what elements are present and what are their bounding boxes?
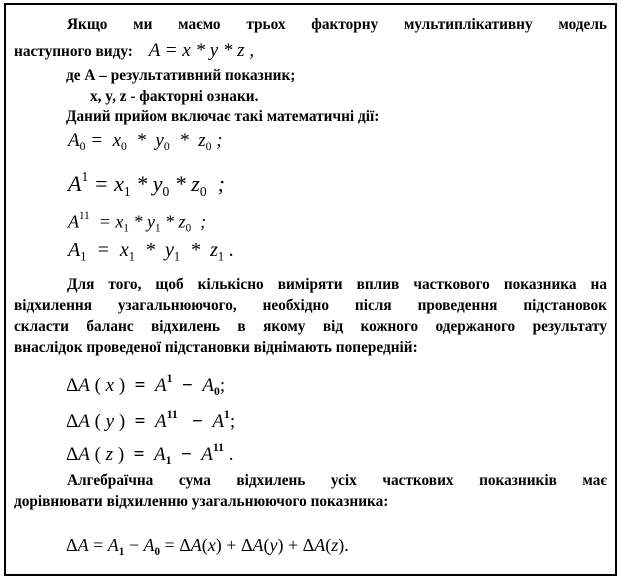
step-equation-4: $A_1 = x_1 * y_1 * z_1$ . (68, 239, 235, 264)
intro-line-1: Якщо ми маємо трьох факторну мультиплікативну модель (67, 16, 607, 33)
intro-line-2-text: наступного виду: (14, 43, 133, 60)
intro-line-5: Даний прийом включає такі математичні дії: (66, 108, 380, 125)
intro-line-3: де А – результативний показник; (66, 67, 296, 84)
deviation-x: ΔA ( x ) = $A^1 - A_0$; (66, 372, 226, 398)
paragraph2-line-2: відхилення узагальнюючого, необхідно після проведення підстановок (14, 297, 607, 314)
final-formula: $\Delta A = A_1 - A_0 = \Delta A(x) + \Delta A(y) + \Delta A(z)$. (66, 535, 349, 558)
intro-line-2 (14, 41, 607, 62)
step-equation-1: $A_0 = x_0 * y_0 * z_0$ ; (68, 130, 223, 154)
intro-line-4: x, y, z - факторні ознаки. (90, 88, 259, 105)
paragraph3-line-1: Алгебраїчна сума відхилень усіх часткових показників має (67, 472, 607, 489)
step-equation-2: $A^1 = x_1 * y_0 * z_0$ ; (68, 169, 225, 199)
paragraph2-line-3: скласти баланс відхилень в якому від кожного одержаного результату (14, 318, 607, 335)
model-formula: A = x * y * z , (148, 40, 255, 61)
paragraph3-line-2: дорівнювати відхиленню узагальнюючого показника: (14, 493, 389, 510)
deviation-z: ΔA ( z ) = $A_1 - A^{11}$ . (66, 441, 234, 467)
step-equation-3: $A^{11} = x_1 * y_1 * z_0$ ; (68, 210, 207, 235)
deviation-y: ΔA ( y ) = $A^{11} - A^1$; (66, 408, 236, 432)
paragraph2-line-4: внаслідок проведеної підстановки віднімають попередній: (14, 339, 418, 356)
paragraph2-line-1: Для того, щоб кількісно виміряти вплив часткового показника на (67, 276, 607, 293)
document-frame (4, 3, 617, 576)
